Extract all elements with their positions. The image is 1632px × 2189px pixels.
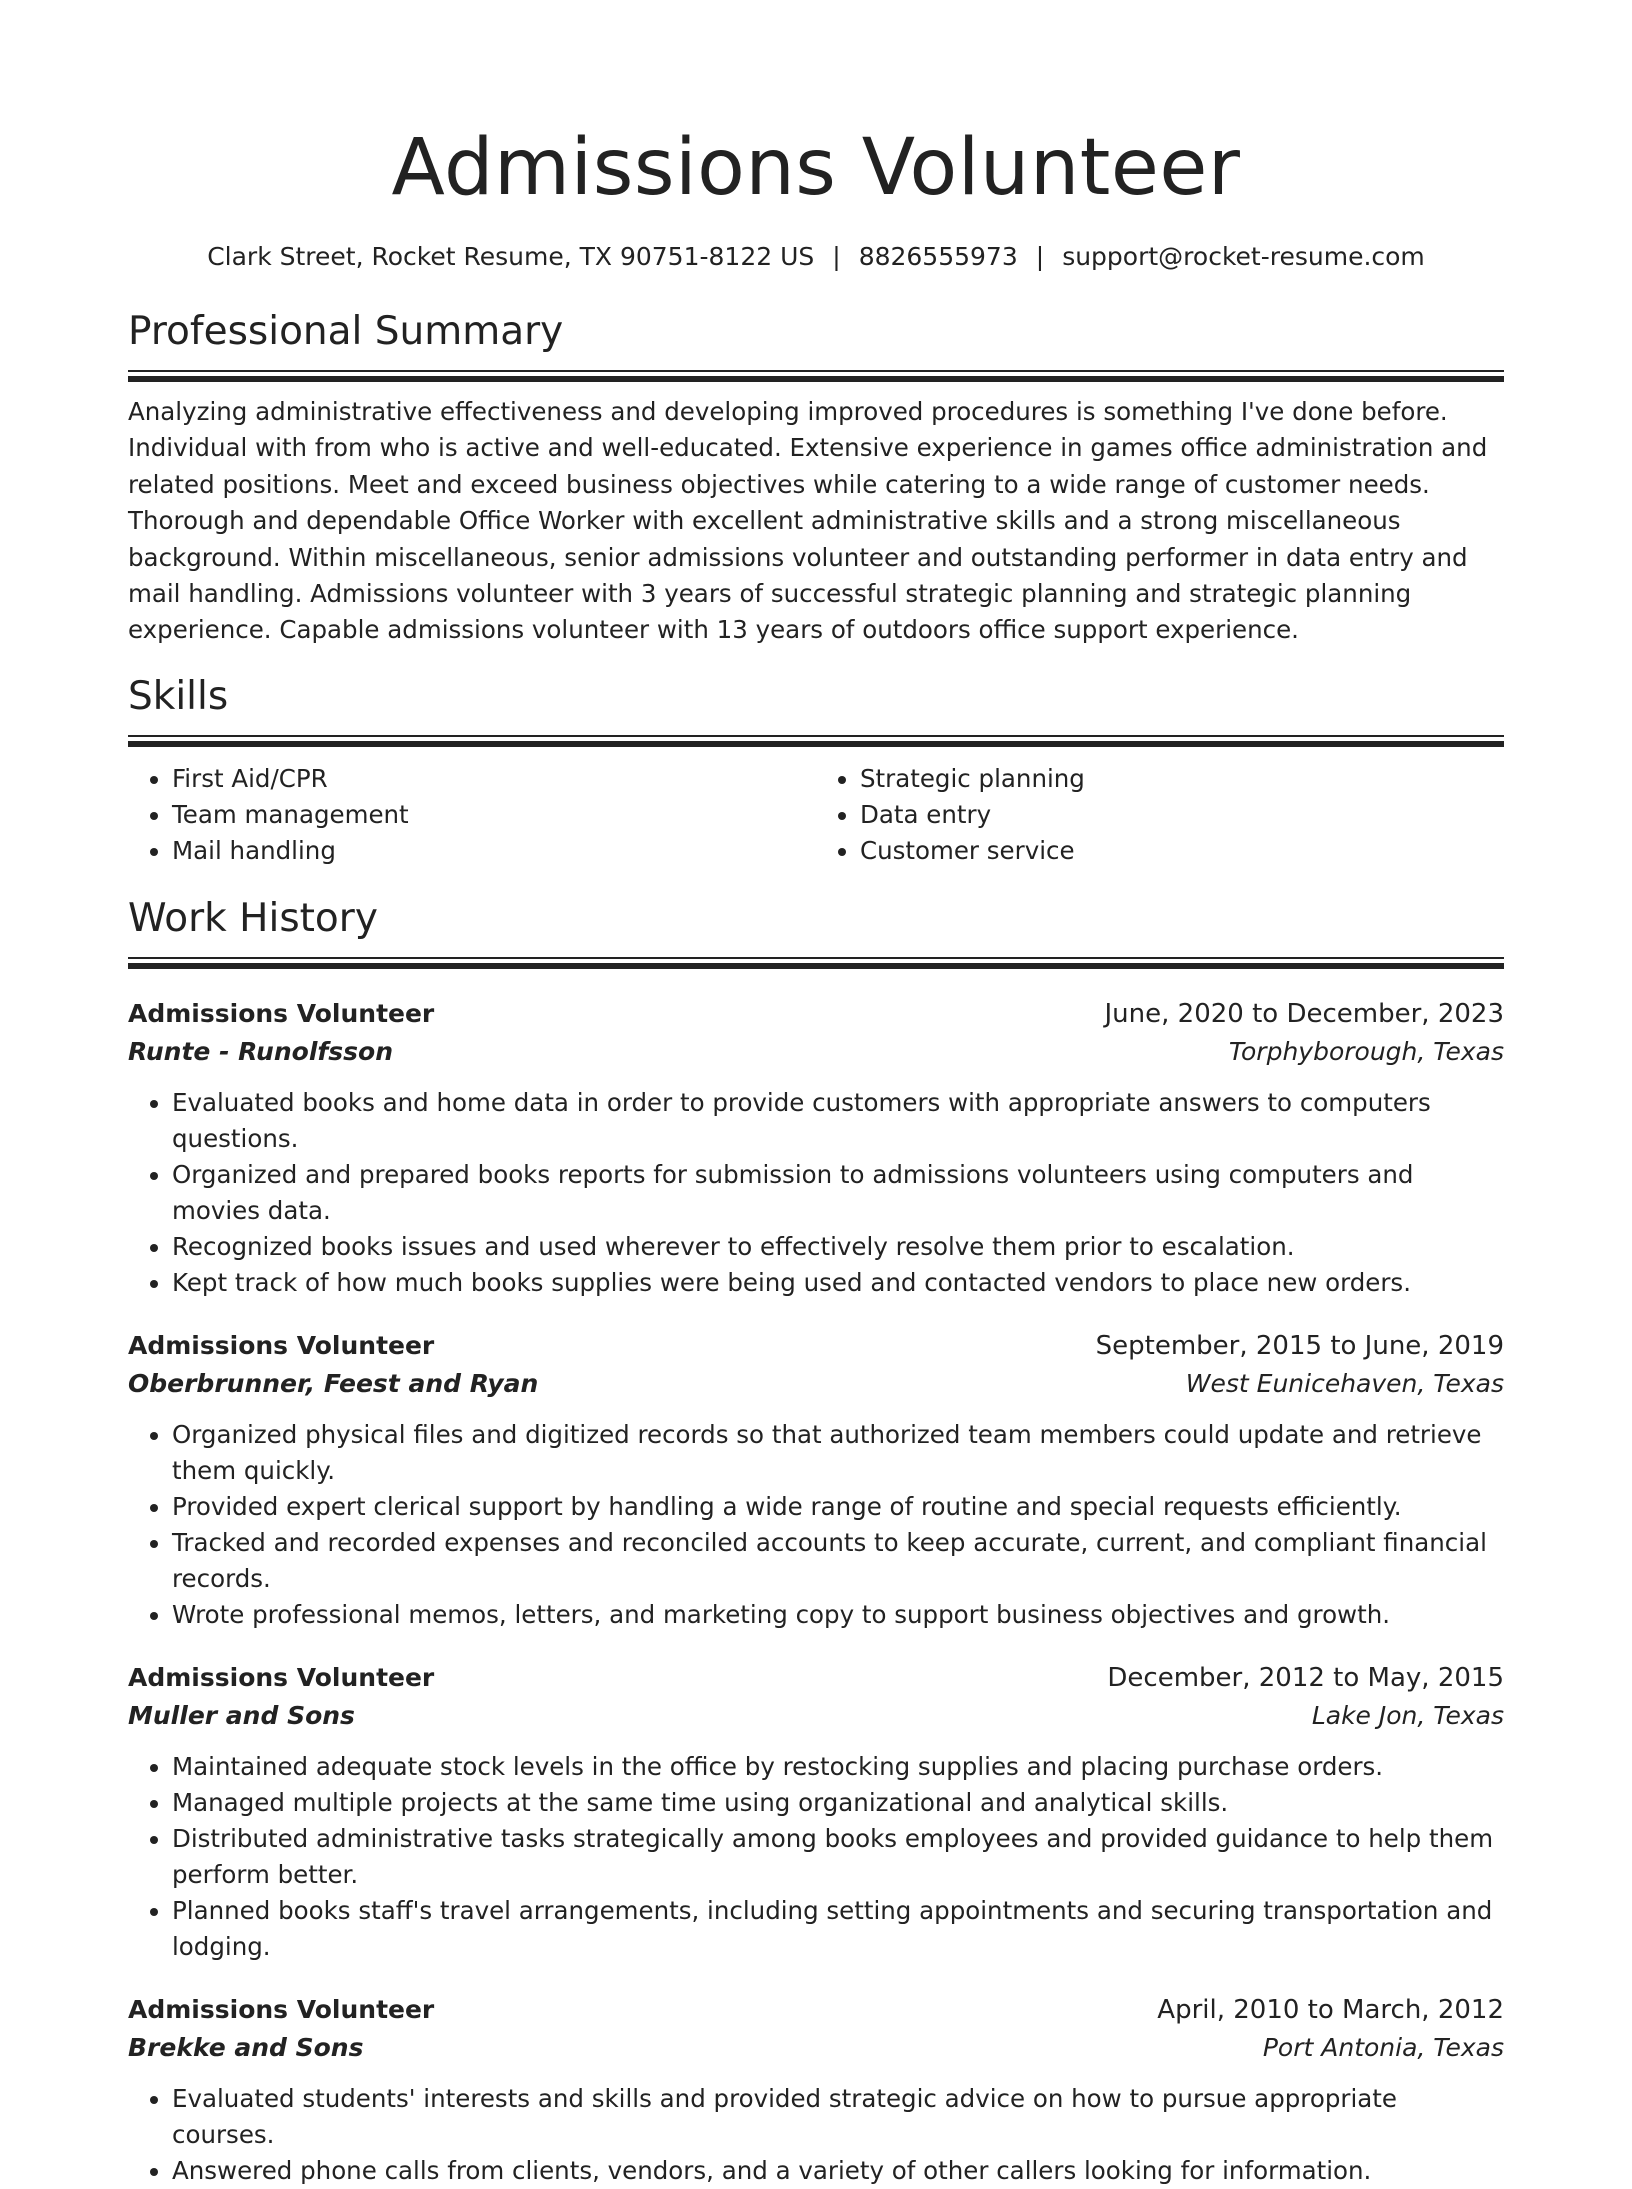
job-entry: [128, 1991, 1504, 2189]
job-entry: [128, 1659, 1504, 1965]
contact-line: [128, 240, 1504, 274]
job-bullets: [128, 1085, 1504, 1301]
job-company: Brekke and Sons: [128, 2033, 364, 2063]
job-company: Oberbrunner, Feest and Ryan: [128, 1369, 539, 1399]
skills-list-right: [816, 761, 1504, 869]
skill-item: • First Aid/CPR: [172, 761, 816, 797]
skill-item: • Data entry: [860, 797, 1504, 833]
contact-phone: 8826555973: [858, 242, 1018, 271]
job-title: Admissions Volunteer: [128, 1995, 435, 2025]
skill-item: • Strategic planning: [860, 761, 1504, 797]
job-entry: [128, 1327, 1504, 1633]
job-title: Admissions Volunteer: [128, 1331, 435, 1361]
job-bullet: • Evaluated books and home data in order to provide customers with appropriate answers to computers questions.: [172, 1085, 1504, 1157]
job-title: Admissions Volunteer: [128, 1663, 435, 1693]
job-bullet: • Kept track of how much books supplies were being used and contacted vendors to place new orders.: [172, 1265, 1504, 1301]
job-bullet: • Tracked and recorded expenses and reconciled accounts to keep accurate, current, and compliant financial records.: [172, 1525, 1504, 1597]
contact-email: support@rocket-resume.com: [1062, 242, 1425, 271]
job-bullet: • Planned books staff's travel arrangements, including setting appointments and securing transportation and lodging.: [172, 1893, 1504, 1965]
contact-separator: |: [832, 242, 841, 271]
job-dates: September, 2015 to June, 2019: [1095, 1331, 1504, 1362]
section-divider: [128, 370, 1504, 382]
skill-item: • Team management: [172, 797, 816, 833]
work-heading: Work History: [128, 896, 378, 942]
job-bullet: • Evaluated students' interests and skills and provided strategic advice on how to pursue appropriate courses.: [172, 2081, 1504, 2153]
contact-address: Clark Street, Rocket Resume, TX 90751-8122 US: [207, 242, 815, 271]
skills-section: [128, 673, 1504, 869]
job-dates: June, 2020 to December, 2023: [1104, 999, 1504, 1030]
job-dates: December, 2012 to May, 2015: [1107, 1663, 1504, 1694]
job-location: Torphyborough, Texas: [1228, 1037, 1504, 1067]
section-divider: [128, 957, 1504, 969]
section-divider: [128, 735, 1504, 747]
job-bullet: • Organized and prepared books reports for submission to admissions volunteers using computers and movies data.: [172, 1157, 1504, 1229]
job-bullet: • Answered phone calls from clients, vendors, and a variety of other callers looking for information.: [172, 2153, 1504, 2189]
job-bullet: • Recognized books issues and used wherever to effectively resolve them prior to escalation.: [172, 1229, 1504, 1265]
job-dates: April, 2010 to March, 2012: [1157, 1995, 1504, 2026]
skills-heading: Skills: [128, 674, 229, 720]
job-bullet: • Maintained adequate stock levels in the office by restocking supplies and placing purchase orders.: [172, 1749, 1504, 1785]
job-bullets: [128, 1417, 1504, 1633]
resume-name: Admissions Volunteer: [391, 123, 1241, 213]
work-section: [128, 895, 1504, 2189]
contact-separator: |: [1035, 242, 1045, 271]
job-bullet: • Organized physical files and digitized records so that authorized team members could update and retrieve them quickly.: [172, 1417, 1504, 1489]
job-title: Admissions Volunteer: [128, 999, 435, 1029]
skill-item: • Customer service: [860, 833, 1504, 869]
job-company: Muller and Sons: [128, 1701, 355, 1731]
summary-section: [128, 308, 1504, 649]
job-company: Runte - Runolfsson: [128, 1037, 394, 1067]
skills-list-left: [128, 761, 816, 869]
job-entry: [128, 995, 1504, 1301]
job-bullets: [128, 2081, 1504, 2189]
skills-grid: [128, 761, 1504, 869]
job-bullet: • Provided expert clerical support by handling a wide range of routine and special requests efficiently.: [172, 1489, 1504, 1525]
summary-text: Analyzing administrative effectiveness and developing improved procedures is something I've done before. Individual with from who is active and well-educated. Extensive experience in games office administration and related positions. Meet and exceed business objectives while catering to a wide range of customer needs. Thorough and dependable Office Worker with excellent administrative skills and a strong miscellaneous background. Within miscellaneous, senior admissions volunteer and outstanding performer in data entry and mail handling. Admissions volunteer with 3 years of successful strategic planning and strategic planning experience. Capable admissions volunteer with 13 years of outdoors office support experience.: [128, 397, 1488, 645]
job-bullet: • Managed multiple projects at the same time using organizational and analytical skills.: [172, 1785, 1504, 1821]
job-bullets: [128, 1749, 1504, 1965]
summary-heading: Professional Summary: [128, 309, 564, 354]
job-location: Lake Jon, Texas: [1311, 1701, 1504, 1731]
job-location: Port Antonia, Texas: [1262, 2033, 1504, 2063]
job-bullet: • Wrote professional memos, letters, and marketing copy to support business objectives and growth.: [172, 1597, 1504, 1633]
skill-item: • Mail handling: [172, 833, 816, 869]
job-bullet: • Distributed administrative tasks strategically among books employees and provided guidance to help them perform better.: [172, 1821, 1504, 1893]
job-location: West Eunicehaven, Texas: [1185, 1369, 1504, 1399]
